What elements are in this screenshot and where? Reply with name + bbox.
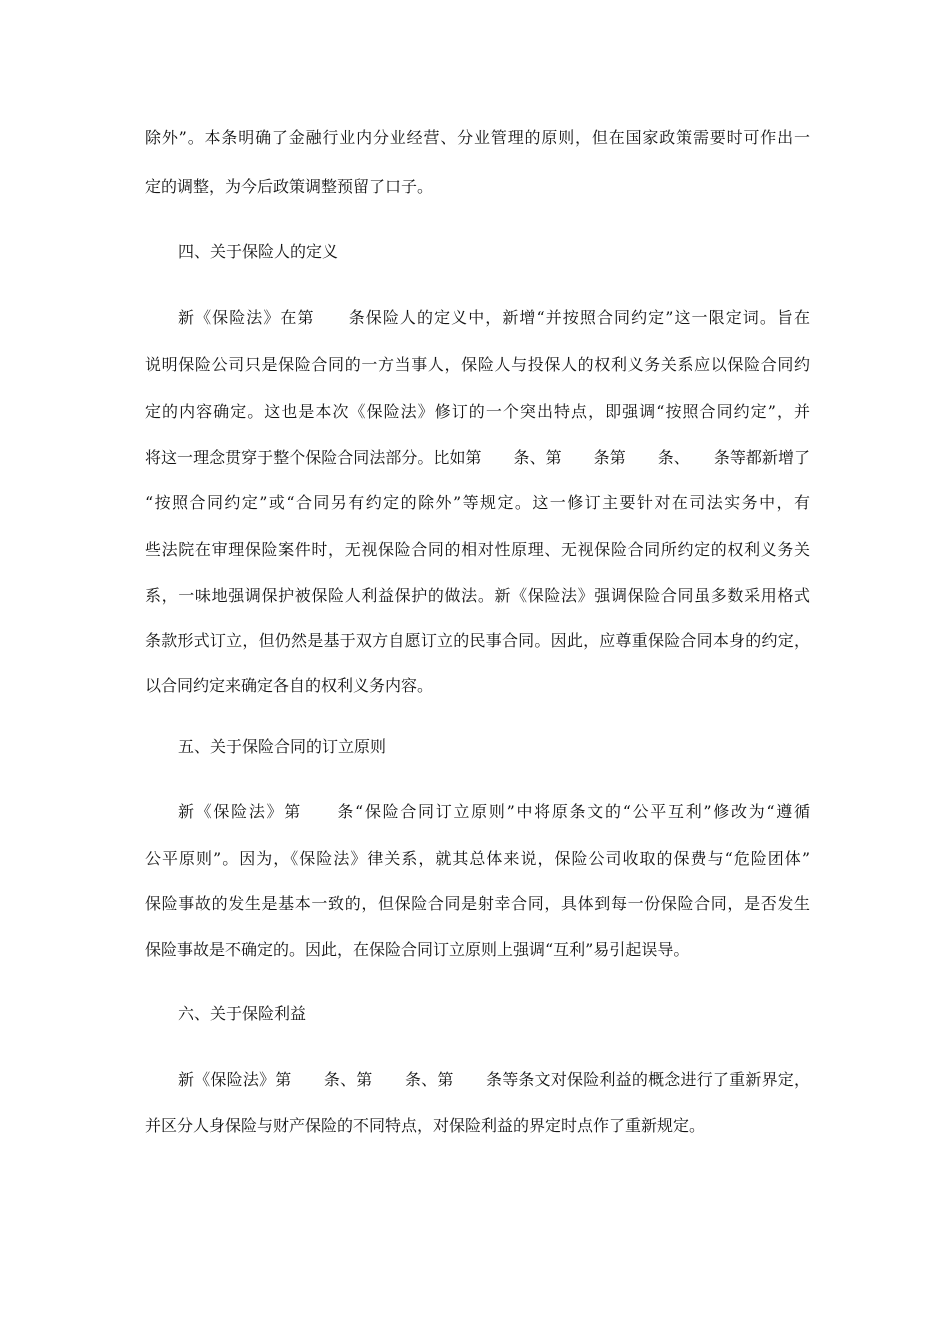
paragraph-line: 条款形式订立，但仍然是基于双方自愿订立的民事合同。因此，应尊重保险合同本身的约定， xyxy=(145,631,810,650)
section-heading-5: 五、关于保险合同的订立原则 xyxy=(178,737,387,756)
section-heading-6: 六、关于保险利益 xyxy=(178,1004,307,1023)
paragraph-line: 定的调整，为今后政策调整预留了口子。 xyxy=(145,177,434,196)
paragraph-line: 新《保险法》第 条、第 条、第 条等条文对保险利益的概念进行了重新界定， xyxy=(178,1070,810,1089)
paragraph-line: 定的内容确定。这也是本次《保险法》修订的一个突出特点，即强调“按照合同约定”，并 xyxy=(145,402,810,421)
paragraph-line: 以合同约定来确定各自的权利义务内容。 xyxy=(145,676,434,695)
paragraph-line: 新《保险法》在第 条保险人的定义中，新增“并按照合同约定”这一限定词。旨在 xyxy=(178,308,810,327)
paragraph-line: 将这一理念贯穿于整个保险合同法部分。比如第 条、第 条第 条、 条等都新增了 xyxy=(145,448,810,467)
paragraph-line: 公平原则”。因为，《保险法》律关系，就其总体来说，保险公司收取的保费与“危险团体” xyxy=(145,849,810,868)
paragraph-line: 保险事故的发生是基本一致的，但保险合同是射幸合同，具体到每一份保险合同，是否发生 xyxy=(145,894,810,913)
paragraph-line: 保险事故是不确定的。因此，在保险合同订立原则上强调“互利”易引起误导。 xyxy=(145,940,690,959)
paragraph-line: 系，一味地强调保护被保险人利益保护的做法。新《保险法》强调保险合同虽多数采用格式 xyxy=(145,586,810,605)
paragraph-line: 并区分人身保险与财产保险的不同特点，对保险利益的界定时点作了重新规定。 xyxy=(145,1116,706,1135)
paragraph-line: 说明保险公司只是保险合同的一方当事人，保险人与投保人的权利义务关系应以保险合同约 xyxy=(145,355,810,374)
paragraph-line: “按照合同约定”或“合同另有约定的除外”等规定。这一修订主要针对在司法实务中，有 xyxy=(145,493,810,512)
paragraph-line: 些法院在审理保险案件时，无视保险合同的相对性原理、无视保险合同所约定的权利义务关 xyxy=(145,540,810,559)
section-heading-4: 四、关于保险人的定义 xyxy=(178,242,339,261)
paragraph-line: 新《保险法》第 条“保险合同订立原则”中将原条文的“公平互利”修改为“遵循 xyxy=(178,802,810,821)
paragraph-line: 除外”。本条明确了金融行业内分业经营、分业管理的原则，但在国家政策需要时可作出一 xyxy=(145,128,810,147)
